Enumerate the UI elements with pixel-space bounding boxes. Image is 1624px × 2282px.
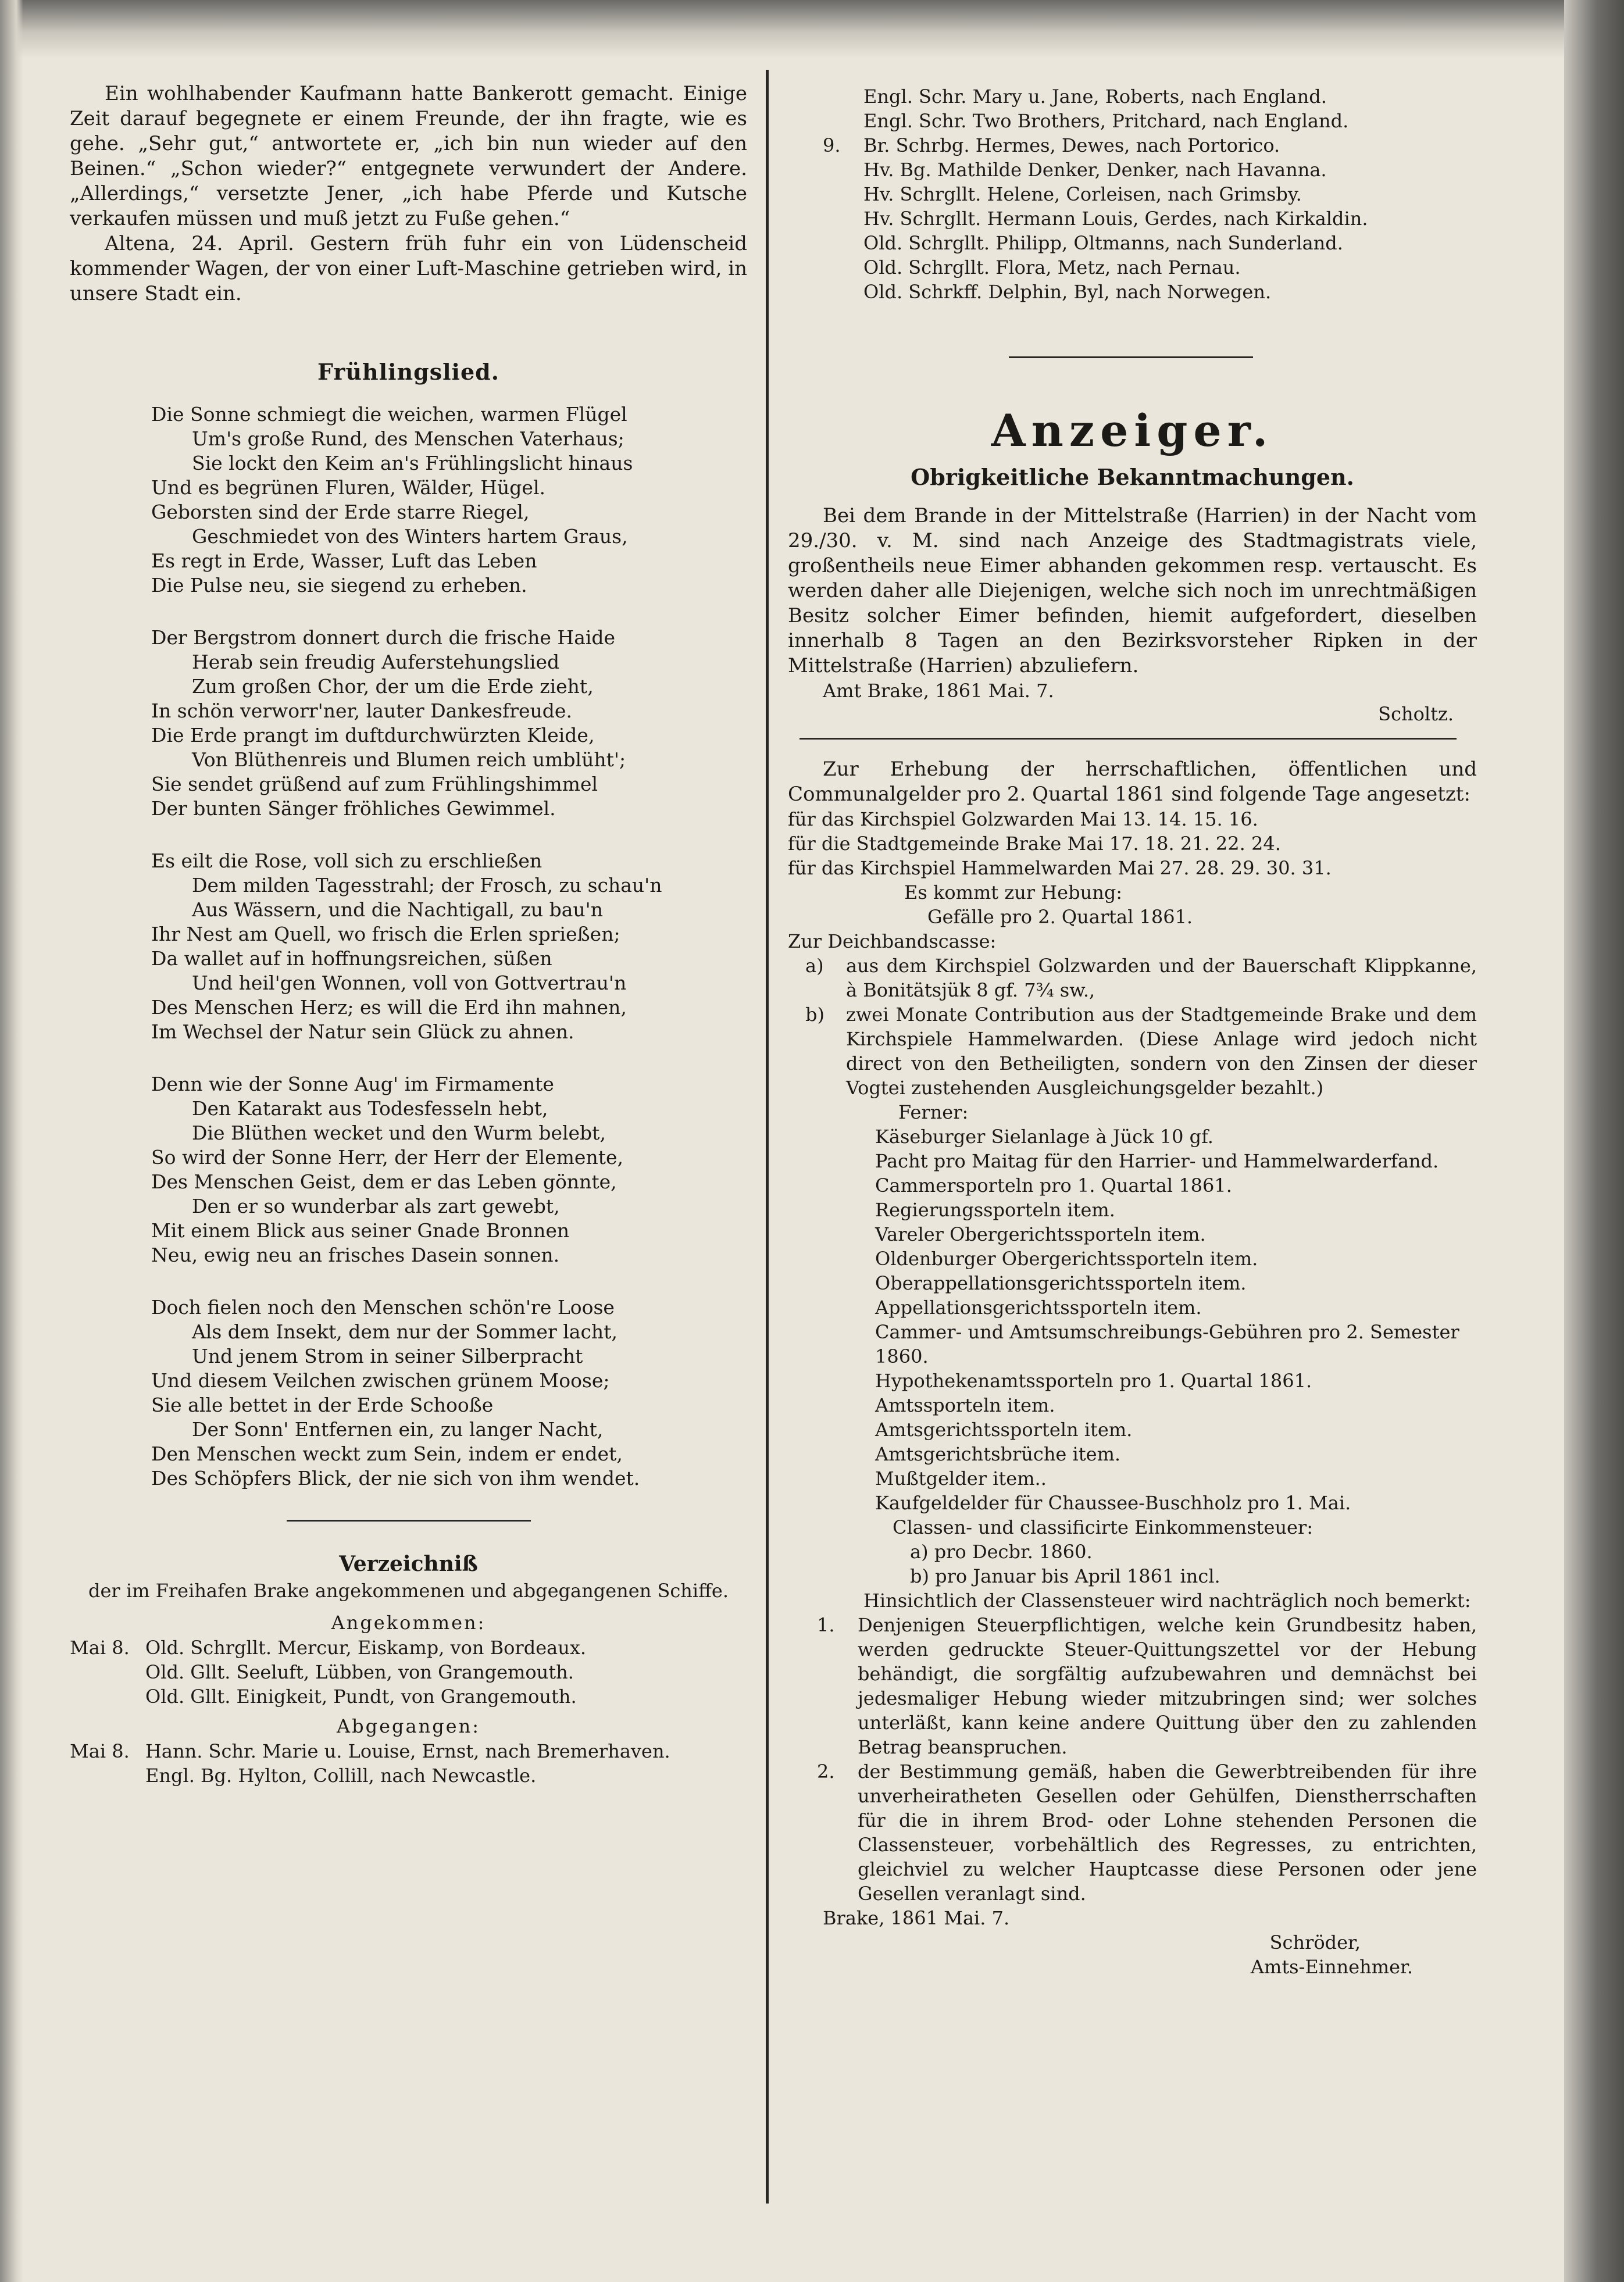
ships-subtitle: der im Freihafen Brake angekommenen und abgegangenen Schiffe. bbox=[88, 1580, 729, 1602]
ship-entry bbox=[788, 231, 1477, 255]
poem-line: Der Sonn' Entfernen ein, zu langer Nacht, bbox=[192, 1418, 604, 1441]
tax-classen-b: b) pro Januar bis April 1861 incl. bbox=[910, 1565, 1220, 1587]
list-marker: 1. bbox=[817, 1614, 835, 1636]
book-spine bbox=[1564, 0, 1624, 2282]
tax-item: Amtssporteln item. bbox=[875, 1394, 1055, 1416]
ship-entry bbox=[788, 109, 1477, 133]
poem-line: Den Menschen weckt zum Sein, indem er endet, bbox=[151, 1442, 623, 1465]
ship-text: Old. Schrgllt. Flora, Metz, nach Pernau. bbox=[863, 256, 1241, 278]
poem-line: Und jenem Strom in seiner Silberpracht bbox=[192, 1345, 583, 1367]
poem-line: Zum großen Chor, der um die Erde zieht, bbox=[192, 675, 594, 698]
poem-line: Doch fielen noch den Menschen schön're Loose bbox=[151, 1296, 615, 1319]
tax-gefaelle: Gefälle pro 2. Quartal 1861. bbox=[927, 906, 1193, 928]
poem-line: Von Blüthenreis und Blumen reich umblüht'; bbox=[192, 748, 626, 771]
ship-date: Mai 8. bbox=[70, 1637, 130, 1659]
list-marker: a) bbox=[805, 955, 824, 977]
ship-text: Br. Schrbg. Hermes, Dewes, nach Portorico. bbox=[863, 134, 1280, 156]
tax-ferner: Ferner: bbox=[898, 1101, 969, 1123]
ship-text: Old. Schrgllt. Philipp, Oltmanns, nach Sunderland. bbox=[863, 232, 1343, 254]
ship-date: 9. bbox=[823, 134, 841, 156]
poem-stanza bbox=[70, 402, 747, 598]
poem-line: Den Katarakt aus Todesfesseln hebt, bbox=[192, 1097, 548, 1120]
tax-day: für das Kirchspiel Hammelwarden Mai 27. 28. 29. 30. 31. bbox=[788, 857, 1332, 879]
ship-text: Engl. Schr. Mary u. Jane, Roberts, nach England. bbox=[863, 85, 1327, 108]
ship-text: Old. Gllt. Seeluft, Lübben, von Grangemouth. bbox=[145, 1661, 574, 1683]
list-text: zwei Monate Contribution aus der Stadtgemeinde Brake und dem Kirchspiele Hammelwarden. (Diese Anlage wird jedoch nicht direct von den Betheiligten, sondern von den Zinsen der dieser Vogtei zustehenden Ausgleichungsgelder bezahlt.) bbox=[846, 1003, 1477, 1099]
poem-line: Geschmiedet von des Winters hartem Graus, bbox=[192, 525, 628, 548]
poem-stanza bbox=[70, 1295, 747, 1491]
tax-classen-a: a) pro Decbr. 1860. bbox=[910, 1541, 1093, 1563]
section-divider bbox=[287, 1520, 531, 1522]
ship-entry bbox=[788, 158, 1477, 182]
tax-signature-name: Schröder, bbox=[1269, 1931, 1361, 1954]
poem-line: Da wallet auf in hoffnungsreichen, süßen bbox=[151, 947, 552, 970]
ship-entry bbox=[70, 1763, 747, 1788]
poem-line: Denn wie der Sonne Aug' im Firmamente bbox=[151, 1073, 554, 1095]
tax-item: Amtsgerichtsbrüche item. bbox=[875, 1443, 1121, 1465]
ship-text: Hann. Schr. Marie u. Louise, Ernst, nach Bremerhaven. bbox=[145, 1740, 670, 1762]
poem-line: Der Bergstrom donnert durch die frische Haide bbox=[151, 626, 616, 649]
ship-text: Hv. Schrgllt. Hermann Louis, Gerdes, nach Kirkaldin. bbox=[863, 208, 1368, 230]
tax-deich-b bbox=[788, 1002, 1477, 1100]
poem-line: Als dem Insekt, dem nur der Sommer lacht, bbox=[192, 1320, 618, 1343]
tax-item: Mußtgelder item.. bbox=[875, 1467, 1047, 1490]
ship-text: Hv. Schrgllt. Helene, Corleisen, nach Grimsby. bbox=[863, 183, 1302, 205]
poem-line: Der bunten Sänger fröhliches Gewimmel. bbox=[151, 797, 556, 820]
altena-paragraph: Altena, 24. April. Gestern früh fuhr ein von Lüdenscheid kommender Wagen, der von einer Luft-Maschine getrieben wird, in unsere Stadt ein. bbox=[70, 232, 747, 305]
poem-line: Geborsten sind der Erde starre Riegel, bbox=[151, 501, 530, 523]
tax-day: für das Kirchspiel Golzwarden Mai 13. 14. 15. 16. bbox=[788, 808, 1258, 830]
tax-point-1 bbox=[788, 1613, 1477, 1759]
poem-line: Es regt in Erde, Wasser, Luft das Leben bbox=[151, 549, 537, 572]
poem-line: Ihr Nest am Quell, wo frisch die Erlen sprießen; bbox=[151, 923, 620, 945]
tax-item: Pacht pro Maitag für den Harrier- und Hammelwarderfand. bbox=[875, 1150, 1439, 1172]
anecdote-paragraph: Ein wohlhabender Kaufmann hatte Bankerott gemacht. Einige Zeit darauf begegnete er einem Freunde, der ihn fragte, wie es gehe. „Sehr gut,“ antwortete er, „ich bin nun wieder auf den Beinen.“ „Schon wieder?“ entgegnete verwundert der Andere. „Allerdings,“ versetzte Jener, „ich habe Pferde und Kutsche verkaufen müssen und muß jetzt zu Fuße gehen.“ bbox=[70, 82, 747, 230]
tax-item: Hypothekenamtssporteln pro 1. Quartal 1861. bbox=[875, 1370, 1312, 1392]
tax-item: Vareler Obergerichtssporteln item. bbox=[875, 1223, 1206, 1245]
ship-text: Engl. Bg. Hylton, Collill, nach Newcastle. bbox=[145, 1765, 537, 1787]
ship-entry bbox=[788, 84, 1477, 109]
ship-entry bbox=[70, 1635, 747, 1660]
poem-line: Sie lockt den Keim an's Frühlingslicht hinaus bbox=[192, 452, 633, 474]
tax-item: Appellationsgerichtssporteln item. bbox=[875, 1297, 1202, 1319]
ships-title: Verzeichniß bbox=[339, 1552, 478, 1576]
ship-date: Mai 8. bbox=[70, 1740, 130, 1762]
scan-left-edge bbox=[0, 0, 23, 2282]
section-divider bbox=[799, 738, 1457, 740]
poem-line: So wird der Sonne Herr, der Herr der Elemente, bbox=[151, 1146, 623, 1169]
notice-place-date: Amt Brake, 1861 Mai. 7. bbox=[823, 680, 1054, 702]
tax-intro: Zur Erhebung der herrschaftlichen, öffentlichen und Communalgelder pro 2. Quartal 1861 sind folgende Tage angesetzt: bbox=[788, 758, 1477, 806]
notice-bucket-text: Bei dem Brande in der Mittelstraße (Harrien) in der Nacht vom 29./30. v. M. sind nach Anzeige des Stadtmagistrats viele, großentheils neue Eimer abhanden gekommen resp. vertauscht. Es werden daher alle Diejenigen, welche sich noch im unrechtmäßigen Besitz solcher Eimer befinden, hiemit aufgefordert, dieselben innerhalb 8 Tagen an den Bezirksvorsteher Ripken in der Mittelstraße (Harrien) abzuliefern. bbox=[788, 504, 1477, 677]
tax-place-date: Brake, 1861 Mai. 7. bbox=[823, 1907, 1010, 1929]
poem-line: Sie sendet grüßend auf zum Frühlingshimmel bbox=[151, 773, 598, 795]
tax-item: Cammersporteln pro 1. Quartal 1861. bbox=[875, 1174, 1232, 1197]
poem-line: In schön verworr'ner, lauter Dankesfreude. bbox=[151, 699, 572, 722]
tax-hinsicht: Hinsichtlich der Classensteuer wird nachträglich noch bemerkt: bbox=[863, 1590, 1471, 1612]
poem-line: Im Wechsel der Natur sein Glück zu ahnen. bbox=[151, 1020, 574, 1043]
tax-item: Oldenburger Obergerichtssporteln item. bbox=[875, 1248, 1258, 1270]
tax-items bbox=[788, 1124, 1477, 1540]
poem-line: Die Erde prangt im duftdurchwürzten Kleide, bbox=[151, 724, 595, 747]
notice-signature: Scholtz. bbox=[1378, 703, 1454, 725]
tax-day: für die Stadtgemeinde Brake Mai 17. 18. 21. 22. 24. bbox=[788, 833, 1281, 855]
ship-entry bbox=[70, 1684, 747, 1709]
ship-entry bbox=[788, 206, 1477, 231]
ship-entry bbox=[788, 133, 1477, 158]
list-text: aus dem Kirchspiel Golzwarden und der Bauerschaft Klippkanne, à Bonitätsjük 8 gf. 7¾ sw., bbox=[846, 955, 1477, 1001]
tax-point-2 bbox=[788, 1759, 1477, 1906]
scan-top-shadow bbox=[0, 0, 1564, 58]
tax-item: Amtsgerichtssporteln item. bbox=[875, 1419, 1133, 1441]
poem-line: Und es begrünen Fluren, Wälder, Hügel. bbox=[151, 476, 545, 499]
poem-line: Neu, ewig neu an frisches Dasein sonnen. bbox=[151, 1244, 560, 1266]
column-rule bbox=[766, 70, 769, 2204]
right-column bbox=[788, 84, 1477, 1979]
arrived-label: Angekommen: bbox=[331, 1612, 486, 1634]
tax-item: Classen- und classificirte Einkommensteuer: bbox=[893, 1516, 1314, 1538]
tax-item: Käseburger Sielanlage à Jück 10 gf. bbox=[875, 1126, 1213, 1148]
ship-text: Old. Schrkff. Delphin, Byl, nach Norwegen. bbox=[863, 281, 1272, 303]
tax-signature-title: Amts-Einnehmer. bbox=[1250, 1956, 1413, 1978]
poem-line: Dem milden Tagesstrahl; der Frosch, zu schau'n bbox=[192, 874, 662, 897]
poem-line: Und heil'gen Wonnen, voll von Gottvertrau'n bbox=[192, 972, 627, 994]
ship-entry bbox=[788, 280, 1477, 304]
tax-item: Kaufgeldelder für Chaussee-Buschholz pro 1. Mai. bbox=[875, 1492, 1351, 1514]
poem-line: Mit einem Blick aus seiner Gnade Bronnen bbox=[151, 1219, 570, 1242]
list-text: Denjenigen Steuerpflichtigen, welche kein Grundbesitz haben, werden gedruckte Steuer-Quittungszettel vor der Hebung behändigt, die sorgfältig aufzubewahren und demnächst bei jedesmaliger Hebung wieder mitzubringen sind; wer solches unterläßt, kann keine andere Quittung über den zu zahlenden Betrag beanspruchen. bbox=[858, 1614, 1477, 1758]
tax-comes: Es kommt zur Hebung: bbox=[904, 881, 1123, 903]
list-marker: b) bbox=[805, 1003, 825, 1026]
ship-text: Engl. Schr. Two Brothers, Pritchard, nach England. bbox=[863, 110, 1349, 132]
ship-entry bbox=[70, 1660, 747, 1684]
poem-line: Des Menschen Herz; es will die Erd ihn mahnen, bbox=[151, 996, 627, 1019]
poem-line: Den er so wunderbar als zart gewebt, bbox=[192, 1195, 560, 1217]
ship-text: Old. Schrgllt. Mercur, Eiskamp, von Bordeaux. bbox=[145, 1637, 587, 1659]
ship-text: Hv. Bg. Mathilde Denker, Denker, nach Havanna. bbox=[863, 159, 1327, 181]
tax-deich-a bbox=[788, 953, 1477, 1002]
poem-stanza bbox=[70, 626, 747, 821]
ship-entry bbox=[788, 182, 1477, 206]
poem-line: Des Schöpfers Blick, der nie sich von ihm wendet. bbox=[151, 1467, 640, 1490]
tax-item: Oberappellationsgerichtssporteln item. bbox=[875, 1272, 1247, 1294]
poem-line: Die Blüthen wecket und den Wurm belebt, bbox=[192, 1122, 606, 1144]
tax-item: Regierungssporteln item. bbox=[875, 1199, 1115, 1221]
poem-stanza bbox=[70, 1072, 747, 1267]
list-marker: 2. bbox=[817, 1760, 835, 1783]
poem-stanza bbox=[70, 849, 747, 1044]
ship-text: Old. Gllt. Einigkeit, Pundt, von Grangemouth. bbox=[145, 1685, 577, 1708]
poem-title: Frühlingslied. bbox=[317, 359, 499, 385]
poem-line: Und diesem Veilchen zwischen grünem Moose; bbox=[151, 1369, 610, 1392]
departed-label: Abgegangen: bbox=[337, 1715, 480, 1737]
ship-entry bbox=[70, 1739, 747, 1763]
poem-line: Die Pulse neu, sie siegend zu erheben. bbox=[151, 574, 527, 597]
section-divider bbox=[1009, 356, 1253, 358]
anzeiger-title: Anzeiger. bbox=[991, 405, 1274, 456]
poem-line: Sie alle bettet in der Erde Schooße bbox=[151, 1394, 494, 1416]
ship-entry bbox=[788, 255, 1477, 280]
poem-line: Die Sonne schmiegt die weichen, warmen Flügel bbox=[151, 403, 627, 426]
left-column bbox=[70, 81, 747, 1788]
tax-item: Cammer- und Amtsumschreibungs-Gebühren pro 2. Semester 1860. bbox=[875, 1321, 1459, 1367]
poem-line: Aus Wässern, und die Nachtigall, zu bau'n bbox=[192, 898, 603, 921]
poem-line: Herab sein freudig Auferstehungslied bbox=[192, 651, 560, 673]
notices-title: Obrigkeitliche Bekanntmachungen. bbox=[911, 464, 1354, 490]
poem-line: Um's große Rund, des Menschen Vaterhaus; bbox=[192, 427, 624, 450]
poem-line: Es eilt die Rose, voll sich zu erschließen bbox=[151, 849, 542, 872]
tax-deich: Zur Deichbandscasse: bbox=[788, 930, 997, 952]
poem-line: Des Menschen Geist, dem er das Leben gönnte, bbox=[151, 1170, 617, 1193]
list-text: der Bestimmung gemäß, haben die Gewerbtreibenden für ihre unverheiratheten Gesellen oder Gehülfen, Dienstherrschaften für die in ihrem Brod- oder Lohne stehenden Personen die Classensteuer, vorbehältlich des Regresses, zu entrichten, gleichviel zu welcher Hauptcasse diese Personen oder jene Gesellen veranlagt sind. bbox=[858, 1760, 1477, 1905]
